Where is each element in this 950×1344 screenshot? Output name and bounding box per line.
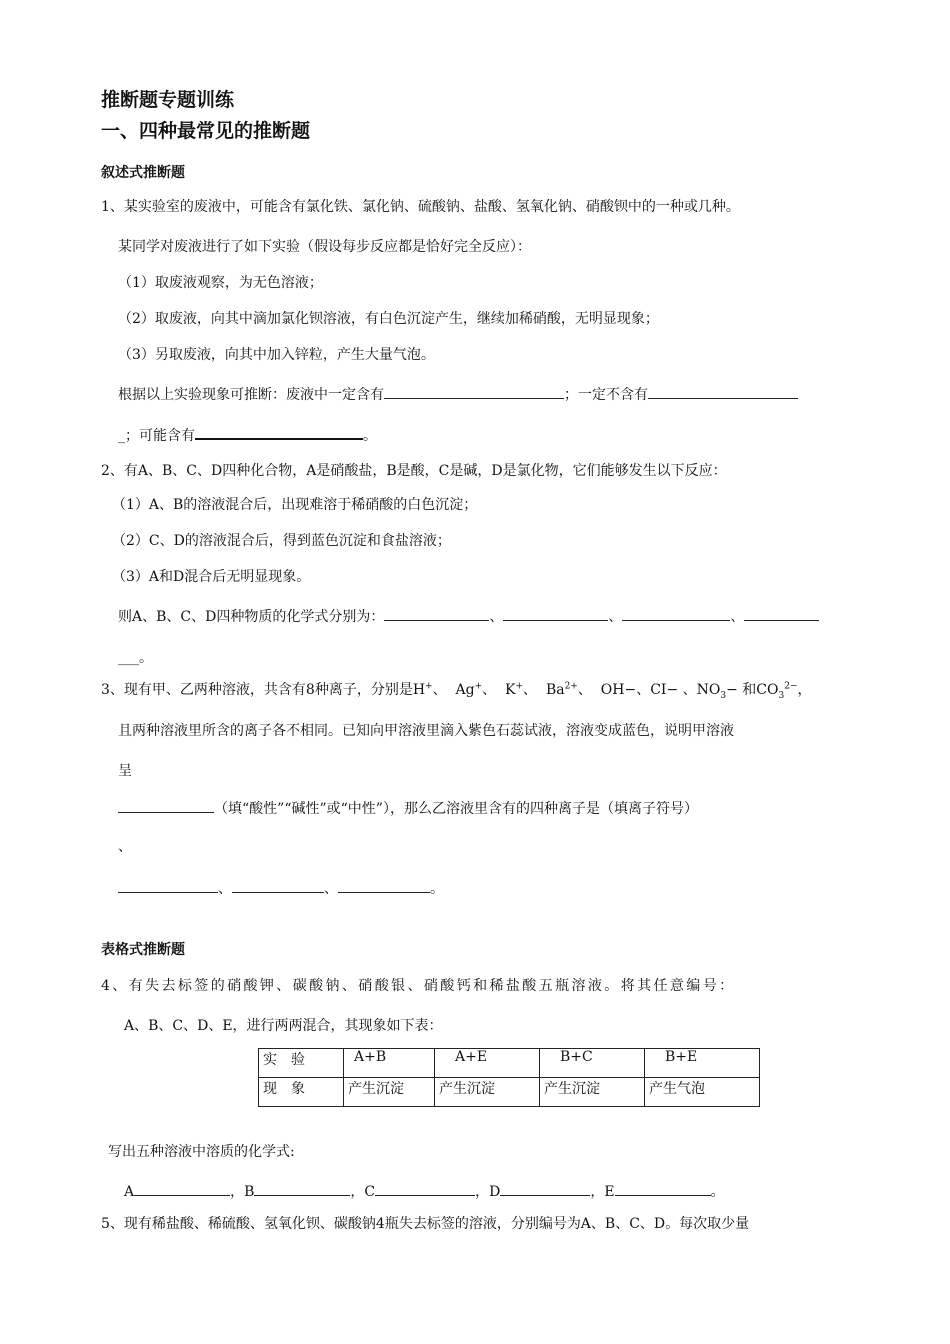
q1-ask-definite: 根据以上实验现象可推断：废液中一定含有 bbox=[118, 387, 384, 403]
q3-line-3: 呈 bbox=[118, 763, 132, 779]
q2-reaction-3: （3）A和D混合后无明显现象。 bbox=[112, 569, 311, 585]
q3-stem: 3、现有甲、乙两种溶液，共含有8种离子，分别是H+、 Ag+、 K+、 $Ba^{2+}$、 OH−、CI− 、$NO_3-$ 和$CO_3^{2-}$， bbox=[101, 681, 812, 701]
q2-stem: 2、有A、B、C、D四种化合物，A是硝酸盐，B是酸，C是碱，D是氯化物，它们能够发生以下反应： bbox=[101, 463, 727, 479]
q3-blank-nature[interactable] bbox=[118, 797, 214, 813]
table-cell: 产生沉淀 bbox=[344, 1078, 435, 1107]
table-cell: 产生气泡 bbox=[645, 1078, 760, 1107]
subsection-narrative: 叙述式推断题 bbox=[101, 165, 185, 181]
table-cell: 现 象 bbox=[259, 1078, 344, 1107]
q3-blank-ion-4[interactable] bbox=[338, 877, 430, 893]
q1-intro: 某同学对废液进行了如下实验（假设每步反应都是恰好完全反应）： bbox=[118, 239, 531, 255]
subsection-table: 表格式推断题 bbox=[101, 942, 185, 958]
q2-question bbox=[118, 605, 819, 627]
q1-end: 。 bbox=[363, 428, 377, 444]
q4-line-2: A、B、C、D、E，进行两两混合，其现象如下表： bbox=[124, 1018, 443, 1034]
q3-answer-line: 、 、 。 bbox=[118, 877, 444, 899]
q1-step-3: （3）另取废液，向其中加入锌粒，产生大量气泡。 bbox=[118, 347, 435, 363]
q2-sep: 、 bbox=[608, 609, 623, 625]
q2-blank-b[interactable] bbox=[503, 605, 608, 621]
q3-line-5: 、 bbox=[118, 839, 132, 855]
q1-blank-absent[interactable] bbox=[648, 383, 798, 399]
q1-ask-possible: _；可能含有 bbox=[118, 428, 195, 444]
q1-question bbox=[118, 383, 798, 405]
q1-stem: 1、某实验室的废液中，可能含有氯化铁、氯化钠、硫酸钠、盐酸、氢氧化钠、硝酸钡中的一种或几种。 bbox=[101, 199, 740, 215]
q4-blank-a[interactable] bbox=[134, 1180, 230, 1196]
q1-ask-absent: ；一定不含有 bbox=[564, 387, 648, 403]
table-header-cell: A+B bbox=[344, 1049, 435, 1078]
table-header-cell: 实 验 bbox=[259, 1049, 344, 1078]
q4-stem: 4、有失去标签的硝酸钾、碳酸钠、硝酸银、硝酸钙和稀盐酸五瓶溶液。将其任意编号： bbox=[101, 978, 736, 994]
q4-blank-d[interactable] bbox=[500, 1180, 590, 1196]
q2-reaction-2: （2）C、D的溶液混合后，得到蓝色沉淀和食盐溶液； bbox=[112, 533, 451, 549]
q2-reaction-1: （1）A、B的溶液混合后，出现难溶于稀硝酸的白色沉淀； bbox=[112, 497, 478, 513]
q2-sep: 、 bbox=[730, 609, 745, 625]
q5-stem: 5、现有稀盐酸、稀硫酸、氢氧化钡、碳酸钠4瓶失去标签的溶液，分别编号为A、B、C、D。每次取少量 bbox=[101, 1216, 750, 1232]
q3-line-4: （填“酸性”“碱性”或“中性”），那么乙溶液里含有的四种离子是（填离子符号） bbox=[118, 797, 698, 819]
table-header-cell: B+C bbox=[540, 1049, 645, 1078]
q1-step-2: （2）取废液，向其中滴加氯化钡溶液，有白色沉淀产生，继续加稀硝酸，无明显现象； bbox=[118, 311, 659, 327]
q2-end: ___。 bbox=[118, 650, 153, 666]
q2-blank-d[interactable] bbox=[744, 605, 819, 621]
q3-blank-ion-2[interactable] bbox=[118, 877, 218, 893]
section-heading: 一、四种最常见的推断题 bbox=[101, 120, 311, 142]
q3-line-2: 且两种溶液里所含的离子各不相同。已知向甲溶液里滴入紫色石蕊试液，溶液变成蓝色，说明甲溶液 bbox=[118, 723, 734, 739]
q1-blank-definite[interactable] bbox=[384, 383, 564, 399]
q2-blank-c[interactable] bbox=[622, 605, 730, 621]
q4-answer-line: A ，B ，C ，D ，E 。 bbox=[124, 1180, 725, 1202]
q4-blank-c[interactable] bbox=[375, 1180, 475, 1196]
table-row bbox=[259, 1078, 760, 1107]
q4-ask: 写出五种溶液中溶质的化学式: bbox=[108, 1144, 295, 1160]
q2-sep: 、 bbox=[489, 609, 504, 625]
page-title: 推断题专题训练 bbox=[101, 89, 235, 111]
q1-blank-possible[interactable] bbox=[195, 423, 363, 440]
table-header-cell: A+E bbox=[435, 1049, 540, 1078]
q4-blank-b[interactable] bbox=[254, 1180, 350, 1196]
table-cell: 产生沉淀 bbox=[540, 1078, 645, 1107]
q1-step-1: （1）取废液观察，为无色溶液； bbox=[118, 275, 323, 291]
q1-question-cont bbox=[118, 423, 377, 446]
table-cell: 产生沉淀 bbox=[435, 1078, 540, 1107]
table-row bbox=[259, 1049, 760, 1078]
q2-blank-a[interactable] bbox=[384, 605, 489, 621]
q2-ask: 则A、B、C、D四种物质的化学式分别为： bbox=[118, 609, 385, 625]
q4-blank-e[interactable] bbox=[615, 1180, 711, 1196]
observation-table bbox=[258, 1048, 760, 1107]
q3-blank-ion-3[interactable] bbox=[232, 877, 324, 893]
table-header-cell: B+E bbox=[645, 1049, 760, 1078]
